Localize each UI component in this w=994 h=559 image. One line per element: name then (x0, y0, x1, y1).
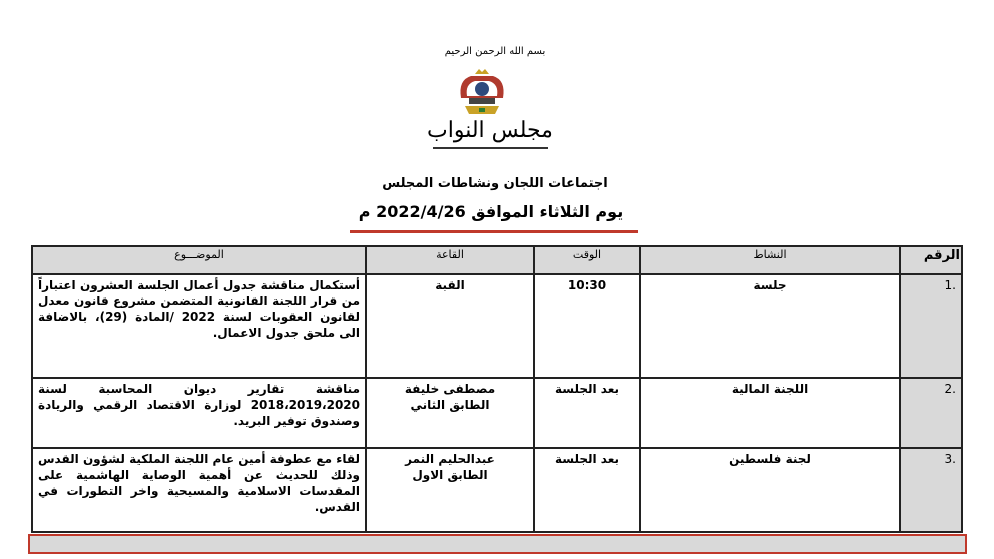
row-subject: مناقشة تقارير ديوان المحاسبة لسنة 2018،2019،2020 لوزارة الاقتصاد الرقمي والريادة وصندوق توفير البريد. (32, 378, 366, 448)
header-time: الوقت (534, 246, 640, 274)
row-number: .3 (900, 448, 962, 532)
row-hall (366, 448, 534, 532)
logo-underline (433, 147, 548, 149)
row-activity: لجنة فلسطين (640, 448, 900, 532)
row-hall (366, 378, 534, 448)
date-underline (350, 230, 638, 233)
basmala-text: بسم الله الرحمن الرحيم (444, 46, 546, 57)
hall-floor: الطابق الثاني (410, 398, 490, 412)
row-time: بعد الجلسة (534, 448, 640, 532)
row-activity: جلسة (640, 274, 900, 378)
council-logo-text: مجلس النواب (427, 118, 553, 143)
table-row (32, 448, 962, 532)
footer-bar (28, 534, 967, 554)
row-activity: اللجنة المالية (640, 378, 900, 448)
row-number: .2 (900, 378, 962, 448)
row-time: بعد الجلسة (534, 378, 640, 448)
header-number: الرقم (900, 246, 962, 274)
table-row (32, 274, 962, 378)
page-heading: اجتماعات اللجان ونشاطات المجلس (382, 176, 608, 191)
header-subject: الموضـــوع (32, 246, 366, 274)
row-subject: لقاء مع عطوفة أمين عام اللجنة الملكية لشؤون القدس وذلك للحديث عن أهمية الوصاية الهاشمية على المقدسات الاسلامية والمسيحية واخر التطورات في القدس. (32, 448, 366, 532)
date-line: يوم الثلاثاء الموافق 2022/4/26 م (358, 202, 624, 221)
row-hall (366, 274, 534, 378)
header-hall: القاعة (366, 246, 534, 274)
agenda-table (31, 245, 963, 533)
hall-name: عبدالحليم النمر (405, 452, 495, 466)
row-subject: أستكمال مناقشة جدول أعمال الجلسة العشرون اعتباراً من قرار اللجنة القانونية المتضمن مشروع قانون معدل لقانون العقوبات لسنة 2022 /المادة (29)، بالاضافة الى ملحق جدول الاعمال. (32, 274, 366, 378)
hall-name: القبة (435, 278, 465, 292)
table-header-row (32, 246, 962, 274)
hall-name: مصطفى خليفة (404, 382, 496, 396)
row-time: 10:30 (534, 274, 640, 378)
row-number: .1 (900, 274, 962, 378)
hall-floor: الطابق الاول (412, 468, 488, 482)
coat-of-arms-icon (455, 68, 509, 118)
table-row (32, 378, 962, 448)
header-activity: النشاط (640, 246, 900, 274)
